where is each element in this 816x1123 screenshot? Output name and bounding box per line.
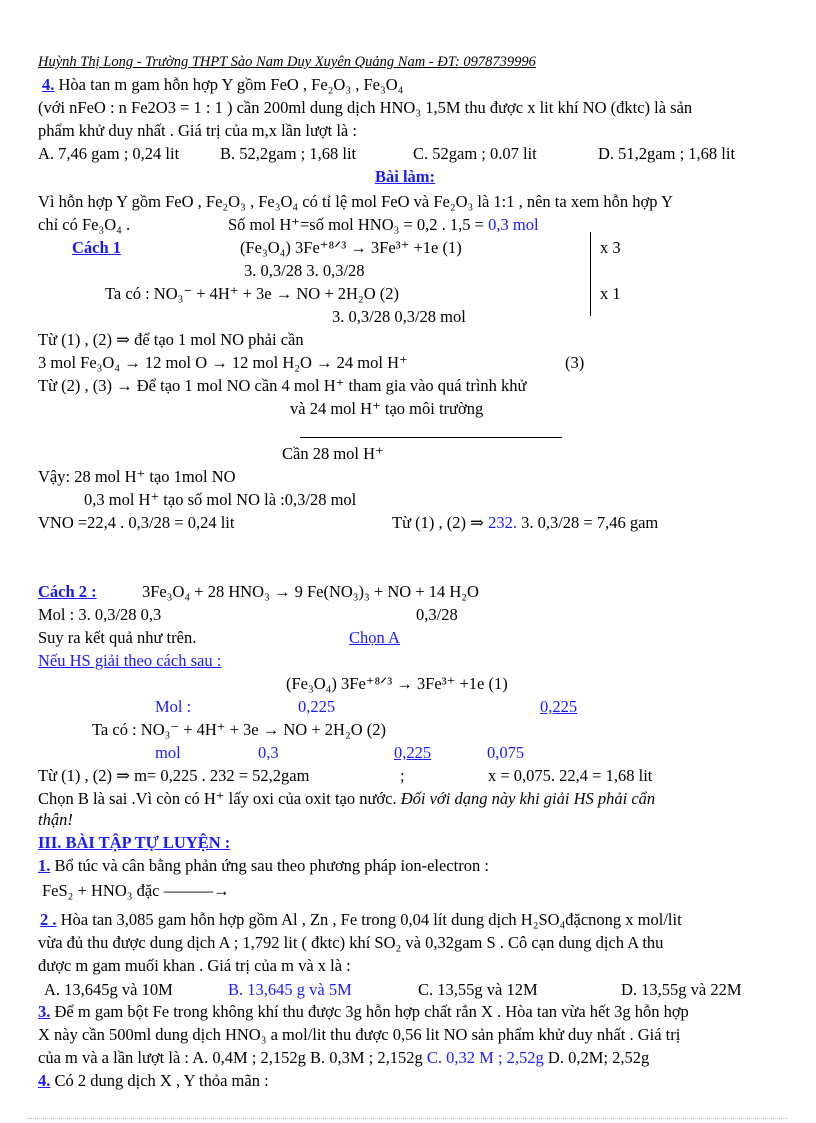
reasoning-line-1: Từ (1) , (2) ⇒ để tạo 1 mol NO phải cần: [38, 330, 304, 349]
wrong-result-sep: ;: [400, 766, 405, 785]
wrong-result-x: x = 0,075. 22,4 = 1,68 lit: [488, 766, 653, 785]
warning-text: Chọn B là sai .Vì còn có H⁺ lấy oxi của oxit tạo nước.: [38, 789, 401, 808]
option-b: B. 52,2gam ; 1,68 lit: [220, 144, 357, 163]
reasoning-line-3: Từ (2) , (3) → Để tạo 1 mol NO cần 4 mol H⁺ tham gia vào quá trình khử: [38, 376, 527, 395]
reasoning-line-4: và 24 mol H⁺ tạo môi trường: [290, 399, 484, 418]
problem-4-number: 4.: [42, 75, 55, 94]
page-bottom-border: [28, 1118, 788, 1119]
volume-no: VNO =22,4 . 0,3/28 = 0,24 lit: [38, 513, 235, 532]
wrong-mol-no: 0,075: [487, 743, 525, 762]
answer-choose-a: Chọn A: [349, 628, 400, 647]
exercise-3-options-ab: của m và a lần lượt là : A. 0,4M ; 2,152g B. 0,3M ; 2,152g: [38, 1048, 427, 1067]
wrong-mol-fe: 0,225: [298, 697, 336, 716]
solution-line-1: Vì hỗn hợp Y gồm FeO , Fe₂O₃ , Fe₃O₄ có tỉ lệ mol FeO và Fe₂O₃ là 1:1 , nên ta xem hỗn hợp Y: [38, 192, 673, 211]
mass-result-value: 3. 0,3/28 = 7,46 gam: [516, 513, 659, 532]
exercise-2-text-1: Hòa tan 3,085 gam hỗn hợp gồm Al , Zn , Fe trong 0,04 lít dung dịch H₂SO₄đặcnong x mol/lit: [56, 910, 682, 929]
exercise-1-equation: FeS₂ + HNO₃ đặc ———→: [42, 881, 230, 900]
exercise-4: [38, 1071, 269, 1091]
reasoning-line-2: 3 mol Fe₃O₄ → 12 mol O → 12 mol H₂O → 24 mol H⁺: [38, 353, 408, 372]
exercise-3-text-1: Để m gam bột Fe trong không khí thu được 3g hỗn hợp chất rắn X . Hòa tan vừa hết 3g hỗn hợp: [50, 1002, 689, 1021]
equation-1: (Fe₃O₄) 3Fe⁺⁸ᐟ³ → 3Fe³⁺ +1e (1): [240, 238, 462, 257]
exercise-2-option-b: B. 13,645 g và 5M: [228, 980, 352, 999]
solution-title: Bài làm:: [375, 167, 436, 186]
wrong-mol-label: Mol :: [155, 697, 192, 716]
exercise-2-option-c: C. 13,55g và 12M: [418, 980, 538, 999]
solution-line-2b: [228, 215, 539, 235]
option-a: A. 7,46 gam ; 0,24 lit: [38, 144, 180, 163]
exercise-3-option-d: D. 0,2M; 2,52g: [543, 1048, 650, 1067]
solution-line-2a: chỉ có Fe₃O₄ .: [38, 215, 131, 234]
mass-result-molar: 232.: [488, 513, 517, 532]
method-2-result: Suy ra kết quả như trên.: [38, 628, 197, 647]
problem-4-line-1: [42, 75, 403, 95]
exercise-2-line-2: vừa đủ thu được dung dịch A ; 1,792 lit ( đktc) khí SO₂ và 0,32gam S . Cô cạn dung dịch A thu: [38, 933, 664, 952]
method-2-label: Cách 2 :: [38, 582, 97, 601]
multiplier-divider: [590, 232, 591, 316]
wrong-mol-h: 0,3: [258, 743, 279, 762]
equation-2-multiplier: x 1: [600, 284, 621, 303]
option-c: C. 52gam ; 0.07 lit: [413, 144, 537, 163]
wrong-method-label: Nếu HS giải theo cách sau :: [38, 651, 222, 670]
exercise-1: [38, 856, 489, 876]
exercise-2-line-3: được m gam muối khan . Giá trị của m và x là :: [38, 956, 351, 975]
wrong-equation-1: (Fe₃O₄) 3Fe⁺⁸ᐟ³ → 3Fe³⁺ +1e (1): [286, 674, 508, 693]
mass-result-prefix: Từ (1) , (2) ⇒: [392, 513, 489, 532]
equation-2-moles: 3. 0,3/28 0,3/28 mol: [332, 307, 466, 326]
exercise-4-text: Có 2 dung dịch X , Y thỏa mãn :: [50, 1071, 269, 1090]
method-2-equation: 3Fe₃O₄ + 28 HNO₃ → 9 Fe(NO₃)₃ + NO + 14 H₂O: [142, 582, 479, 601]
equation-1-moles: 3. 0,3/28 3. 0,3/28: [244, 261, 365, 280]
option-d: D. 51,2gam ; 1,68 lit: [598, 144, 736, 163]
wrong-mol-e2: 0,225: [394, 743, 432, 762]
problem-4-line-2: (với nFeO : n Fe2O3 = 1 : 1 ) cần 200ml dung dịch HNO₃ 1,5M thu được x lit khí NO (đktc) là sản: [38, 98, 693, 117]
wrong-mol2-label: mol: [155, 743, 181, 762]
exercise-3-option-c: C. 0,32 M ; 2,52g: [426, 1048, 544, 1067]
wrong-mol-e: 0,225: [540, 697, 578, 716]
equation-2: Ta có : NO₃⁻ + 4H⁺ + 3e → NO + 2H₂O (2): [105, 284, 399, 303]
exercise-1-number: 1.: [38, 856, 51, 875]
exercise-4-number: 4.: [38, 1071, 51, 1090]
method-1-label: Cách 1: [72, 238, 122, 257]
warning-line-1: [38, 789, 655, 809]
exercise-3-line-1: [38, 1002, 689, 1022]
exercise-2-option-d: D. 13,55g và 22M: [621, 980, 742, 999]
conclusion-line-2: 0,3 mol H⁺ tạo số mol NO là :0,3/28 mol: [84, 490, 357, 509]
warning-italic: Đối với dạng này khi giải HS phải cẩn: [400, 789, 656, 808]
mass-result: [392, 513, 658, 533]
exercise-3-number: 3.: [38, 1002, 51, 1021]
equation-1-multiplier: x 3: [600, 238, 621, 257]
hplus-moles-value: 0,3 mol: [488, 215, 539, 234]
section-3-title: III. BÀI TẬP TỰ LUYỆN :: [38, 833, 231, 852]
method-2-moles-no: 0,3/28: [416, 605, 458, 624]
conclusion-line-1: Vậy: 28 mol H⁺ tạo 1mol NO: [38, 467, 236, 486]
problem-4-line-3: phẩm khử duy nhất . Giá trị của m,x lần lượt là :: [38, 121, 357, 140]
page-header: Huỳnh Thị Long - Trường THPT Sào Nam Duy Xuyên Quảng Nam - ĐT: 0978739996: [38, 54, 536, 70]
hplus-moles-text: Số mol H⁺=số mol HNO₃ = 0,2 . 1,5 =: [228, 215, 489, 234]
exercise-2-option-a: A. 13,645g và 10M: [44, 980, 173, 999]
method-2-moles: Mol : 3. 0,3/28 0,3: [38, 605, 162, 624]
exercise-2-number: 2 .: [40, 910, 57, 929]
warning-line-2: thận!: [38, 810, 73, 829]
wrong-equation-2: Ta có : NO₃⁻ + 4H⁺ + 3e → NO + 2H₂O (2): [92, 720, 386, 739]
sum-rule: [300, 437, 562, 438]
exercise-3-line-2: X này cần 500ml dung dịch HNO₃ a mol/lit thu được 0,56 lit NO sản phẩm khử duy nhất . Giá trị: [38, 1025, 681, 1044]
exercise-2-line-1: [40, 910, 682, 930]
reasoning-line-2-number: (3): [565, 353, 585, 372]
exercise-3-line-3: [38, 1048, 649, 1068]
reasoning-total: Cần 28 mol H⁺: [282, 444, 384, 463]
problem-4-text-1: Hòa tan m gam hỗn hợp Y gồm FeO , Fe₂O₃ , Fe₃O₄: [58, 75, 404, 94]
exercise-1-text: Bổ túc và cân bằng phản ứng sau theo phương pháp ion-electron :: [50, 856, 489, 875]
wrong-result-m: Từ (1) , (2) ⇒ m= 0,225 . 232 = 52,2gam: [38, 766, 310, 785]
